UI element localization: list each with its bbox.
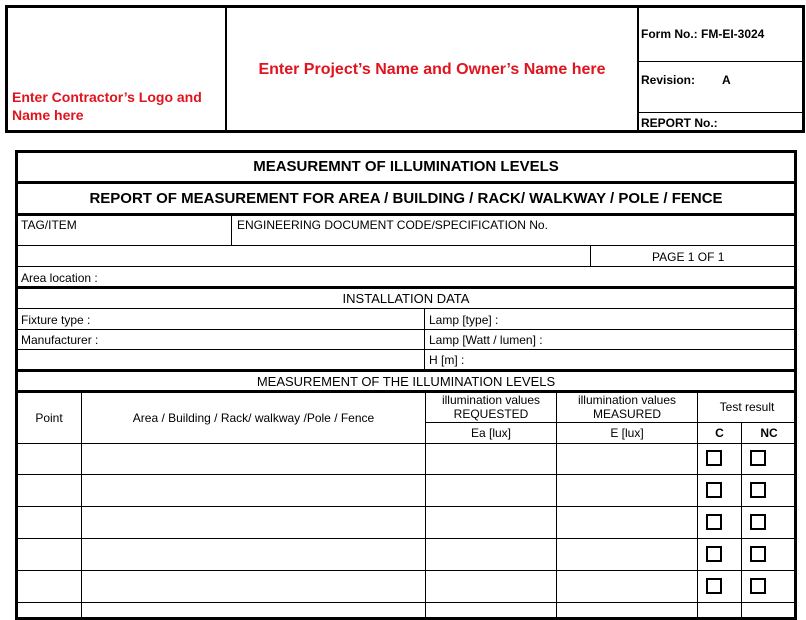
page-divider (590, 245, 591, 266)
header-divider-1 (225, 5, 227, 133)
col-line-c (741, 423, 742, 620)
form-number: Form No.: FM-EI-3024 (641, 27, 765, 41)
table-row (16, 602, 796, 603)
measurement-title: MEASUREMENT OF THE ILLUMINATION LEVELS (256, 374, 556, 389)
table-row (16, 506, 796, 507)
form-title: MEASUREMNT OF ILLUMINATION LEVELS (253, 158, 559, 175)
fixture-row-line (16, 329, 796, 330)
revision-value: A (722, 73, 731, 87)
revision-label: Revision: (641, 73, 696, 87)
report-number: REPORT No.: (641, 116, 718, 130)
checkbox-c[interactable] (706, 482, 722, 498)
header-measured-line2: MEASURED (592, 407, 661, 421)
header-requested-line2: REQUESTED (453, 407, 529, 421)
height-label: H [m] : (429, 353, 465, 367)
checkbox-c[interactable] (706, 514, 722, 530)
checkbox-nc[interactable] (750, 450, 766, 466)
contractor-logo-placeholder: Enter Contractor’s Logo and Name here (12, 89, 202, 123)
header-requested-unit: Ea [lux] (470, 426, 512, 440)
header-area: Area / Building / Rack/ walkway /Pole / Fence (132, 411, 375, 425)
page-indicator: PAGE 1 OF 1 (652, 250, 725, 264)
installation-data-title: INSTALLATION DATA (342, 291, 470, 306)
project-name-placeholder: Enter Project’s Name and Owner’s Name here (258, 61, 606, 78)
manufacturer-row-line (16, 349, 796, 350)
checkbox-nc[interactable] (750, 578, 766, 594)
installation-end-line (16, 369, 796, 372)
checkbox-nc[interactable] (750, 514, 766, 530)
checkbox-c[interactable] (706, 450, 722, 466)
header-subline (426, 422, 796, 423)
header-divider-2 (637, 5, 639, 133)
header-line-2 (638, 112, 804, 113)
header-nc: NC (760, 426, 778, 440)
checkbox-nc[interactable] (750, 482, 766, 498)
page-row-line (16, 266, 796, 267)
checkbox-c[interactable] (706, 546, 722, 562)
area-location-label: Area location : (21, 271, 98, 285)
fixture-type-label: Fixture type : (21, 313, 91, 327)
area-location-line (16, 286, 796, 289)
header-measured-line1: illumination values (577, 393, 677, 407)
form-subtitle: REPORT OF MEASUREMENT FOR AREA / BUILDING / RACK/ WALKWAY / POLE / FENCE (89, 190, 723, 207)
header-test-result: Test result (719, 400, 775, 414)
title-separator (16, 181, 796, 184)
tag-item-label: TAG/ITEM (21, 218, 77, 232)
header-c: C (715, 426, 724, 440)
header-measured-unit: E [lux] (610, 426, 644, 440)
lamp-watt-label: Lamp [Watt / lumen] : (429, 333, 543, 347)
header-point: Point (35, 411, 63, 425)
header-line-1 (638, 61, 804, 62)
tag-row-line (16, 245, 796, 246)
header-requested-line1: illumination values (441, 393, 541, 407)
table-row (16, 538, 796, 539)
installation-title-line (16, 308, 796, 309)
table-header-line (16, 443, 796, 444)
checkbox-nc[interactable] (750, 546, 766, 562)
installation-divider (424, 308, 425, 369)
lamp-type-label: Lamp [type] : (429, 313, 499, 327)
table-row (16, 474, 796, 475)
engineering-doc-label: ENGINEERING DOCUMENT CODE/SPECIFICATION No. (237, 218, 548, 232)
subtitle-separator (16, 213, 796, 216)
checkbox-c[interactable] (706, 578, 722, 594)
manufacturer-label: Manufacturer : (21, 333, 99, 347)
tag-divider (231, 215, 232, 246)
table-row (16, 570, 796, 571)
